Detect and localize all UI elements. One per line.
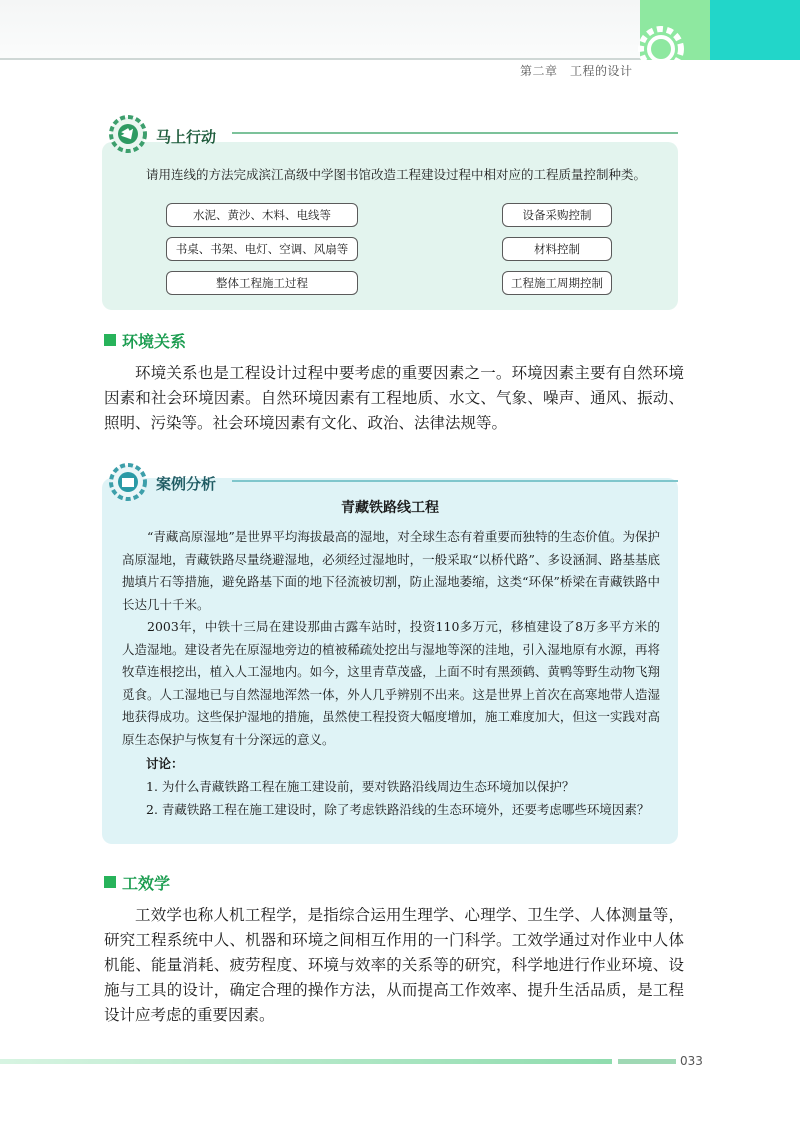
discussion-question-2: 2. 青藏铁路工程在施工建设时，除了考虑铁路沿线的生态环境外，还要考虑哪些环境因素？: [146, 802, 650, 817]
page-number: 033: [680, 1054, 703, 1068]
left-item-materials[interactable]: 水泥、黄沙、木料、电线等: [166, 203, 358, 227]
discussion-question-1: 1. 为什么青藏铁路工程在施工建设前，要对铁路沿线周边生态环境加以保护？: [146, 779, 575, 794]
right-item-equipment[interactable]: 设备采购控制: [502, 203, 612, 227]
action-rule: [232, 132, 678, 134]
section-marker: [104, 876, 116, 888]
env-paragraph: 环境关系也是工程设计过程中要考虑的重要因素之一。环境因素主要有自然环境因素和社会环境因素。自然环境因素有工程地质、水文、气象、噪声、通风、振动、照明、污染等。社会环境因素有文化、政治、法律法规等。: [104, 364, 684, 432]
footer-bar: [0, 1059, 612, 1064]
discussion-label: 讨论：: [146, 756, 184, 771]
header-rule: [0, 58, 640, 60]
ergo-paragraph: 工效学也称人机工程学，是指综合运用生理学、心理学、卫生学、人体测量等，研究工程系统中人、机器和环境之间相互作用的一门科学。工效学通过对作业中人体机能、能量消耗、疲劳程度、环境与效率的关系等的研究，科学地进行作业环境、设施与工具的设计，确定合理的操作方法，从而提高工作效率、提升生活品质，是工程设计应考虑的重要因素。: [104, 906, 684, 1024]
corner-decoration-teal: [710, 0, 800, 60]
action-instruction: 请用连线的方法完成滨江高级中学图书馆改造工程建设过程中相对应的工程质量控制种类。: [146, 167, 647, 182]
right-item-material-control[interactable]: 材料控制: [502, 237, 612, 261]
chapter-title: 第二章 工程的设计: [520, 64, 633, 78]
case-paragraph-2: 2003年，中铁十三局在建设那曲古露车站时，投资110多万元，移植建设了8万多平方米的人造湿地。建设者先在原湿地旁边的植被稀疏处挖出与湿地等深的洼地，引入湿地原有水源，再将牧草连根挖出，植入人工湿地内。如今，这里青草茂盛，上面不时有黑颈鹤、黄鸭等野生动物飞翔觅食。人工湿地已与自然湿地浑然一体，外人几乎辨别不出来。这是世界上首次在高寒地带人造湿地获得成功。这些保护湿地的措施，虽然使工程投资大幅度增加，施工难度加大，但这一实践对高原生态保护与恢复有十分深远的意义。: [122, 619, 660, 747]
left-item-construction[interactable]: 整体工程施工过程: [166, 271, 358, 295]
action-badge: [104, 112, 264, 156]
section-marker: [104, 334, 116, 346]
gear-icon: [104, 112, 160, 156]
action-title: 马上行动: [156, 128, 217, 146]
case-rule: [232, 480, 678, 482]
left-item-furniture[interactable]: 书桌、书架、电灯、空调、风扇等: [166, 237, 358, 261]
env-heading: 环境关系: [122, 332, 187, 351]
gear-icon: [632, 20, 690, 78]
case-title: 青藏铁路线工程: [341, 500, 439, 516]
right-item-schedule[interactable]: 工程施工周期控制: [502, 271, 612, 295]
footer-bar-accent: [618, 1059, 676, 1064]
ergo-heading: 工效学: [122, 874, 171, 893]
case-label: 案例分析: [156, 475, 217, 493]
case-paragraph-1: “青藏高原湿地”是世界平均海拔最高的湿地，对全球生态有着重要而独特的生态价值。为保护高原湿地，青藏铁路尽量绕避湿地，必须经过湿地时，一般采取“以桥代路”、多设涵洞、路基基底抛填片石等措施，避免路基下面的地下径流被切割，防止湿地萎缩，这类“环保”桥梁在青藏铁路中长达几十千米。: [122, 529, 660, 612]
